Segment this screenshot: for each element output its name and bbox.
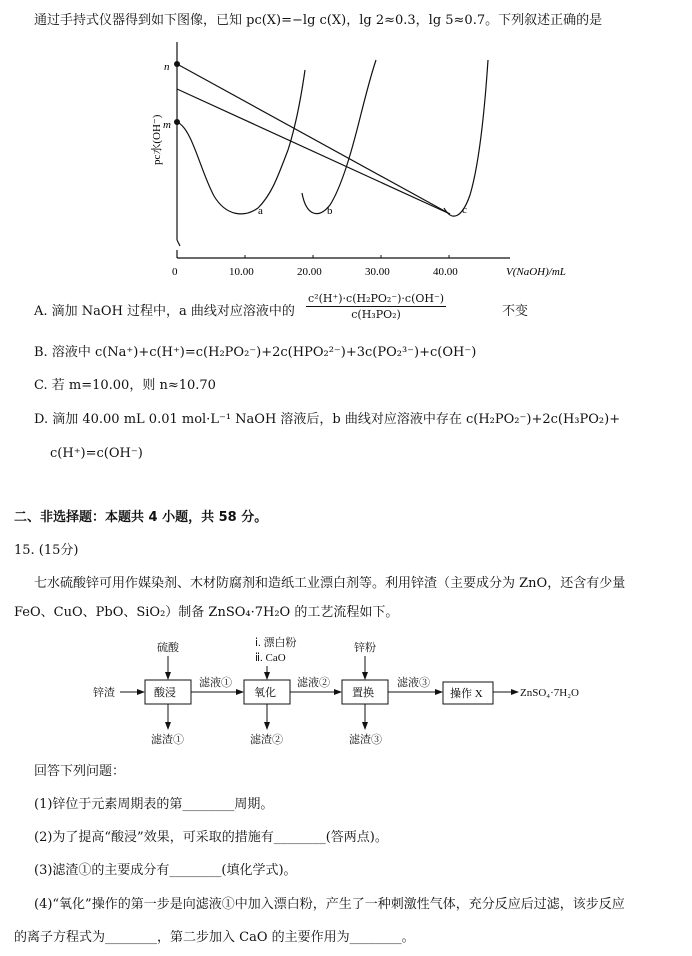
option-a-prefix: A. 滴加 NaOH 过程中，a 曲线对应溶液中的 bbox=[34, 304, 295, 319]
x-tick-40: 40.00 bbox=[433, 266, 458, 278]
flow-filtrate3: 滤液③ bbox=[397, 677, 430, 689]
flow-residue1: 滤渣① bbox=[151, 734, 184, 746]
x-tick-20: 20.00 bbox=[297, 266, 322, 278]
x-axis-label: V(NaOH)/mL bbox=[506, 266, 566, 278]
process-flow-diagram bbox=[0, 630, 692, 750]
option-c: C. 若 m=10.00，则 n≈10.70 bbox=[34, 378, 216, 393]
question-15-para1: 七水硫酸锌可用作媒染剂、木材防腐剂和造纸工业漂白剂等。利用锌渣（主要成分为 ZnO，还含有少量 bbox=[34, 576, 626, 591]
sub-question-4-line1: (4)“氧化”操作的第一步是向滤液①中加入漂白粉，产生了一种刺激性气体，充分反应后过滤，该步反应 bbox=[34, 897, 625, 912]
sub-question-4-line2: 的离子方程式为________，第二步加入 CaO 的主要作用为________。 bbox=[14, 930, 415, 945]
curve-label-b: b bbox=[327, 205, 333, 217]
box-oxidation-label: 氧化 bbox=[254, 687, 276, 699]
flow-residue3: 滤渣③ bbox=[349, 734, 382, 746]
flow-reagent3: 锌粉 bbox=[354, 642, 376, 654]
curve-label-c: c bbox=[462, 204, 467, 216]
option-a-suffix: 不变 bbox=[502, 304, 529, 319]
flow-residue2: 滤渣② bbox=[250, 734, 283, 746]
question-stem: 通过手持式仪器得到如下图像，已知 pc(X)=−lg c(X)，lg 2≈0.3，lg 5≈0.7。下列叙述正确的是 bbox=[34, 13, 603, 28]
question-15-para2: FeO、CuO、PbO、SiO₂）制备 ZnSO₄·7H₂O 的工艺流程如下。 bbox=[14, 605, 399, 620]
box-operation-x-label: 操作 X bbox=[450, 688, 483, 700]
option-a-fraction bbox=[306, 292, 446, 321]
fraction-denominator: c(H₃PO₂) bbox=[351, 308, 401, 321]
flow-filtrate2: 滤液② bbox=[297, 677, 330, 689]
flow-reagent2b: ⅱ. CaO bbox=[255, 652, 286, 664]
line-from-m bbox=[177, 89, 450, 214]
origin-label: 0 bbox=[172, 266, 178, 278]
x-tick-10: 10.00 bbox=[229, 266, 254, 278]
question-15-header: 15. (15分) bbox=[14, 543, 79, 558]
sub-question-1: (1)锌位于元素周期表的第________周期。 bbox=[34, 797, 274, 812]
fraction-numerator: c²(H⁺)·c(H₂PO₂⁻)·c(OH⁻) bbox=[308, 292, 445, 305]
marker-n: n bbox=[164, 61, 170, 73]
curve-b bbox=[302, 60, 376, 214]
flow-filtrate1: 滤液① bbox=[199, 677, 232, 689]
curve-c bbox=[444, 60, 488, 216]
y-axis-label: pc水(OH⁻) bbox=[151, 114, 163, 165]
sub-question-3: (3)滤渣①的主要成分有________(填化学式)。 bbox=[34, 863, 297, 878]
x-tick-30: 30.00 bbox=[365, 266, 390, 278]
box-acid-leach-label: 酸浸 bbox=[154, 687, 176, 699]
flow-product: ZnSO₄·7H₂O bbox=[520, 687, 580, 699]
section-title: 二、非选择题：本题共 4 小题，共 58 分。 bbox=[14, 510, 268, 525]
flow-reagent2a: ⅰ. 漂白粉 bbox=[255, 637, 297, 649]
line-from-n bbox=[177, 64, 450, 214]
curve-a bbox=[177, 70, 305, 214]
y-axis-break bbox=[177, 240, 180, 246]
box-displacement-label: 置换 bbox=[352, 687, 374, 699]
titration-chart bbox=[0, 38, 692, 328]
flow-start: 锌渣 bbox=[93, 687, 115, 699]
option-d-line1: D. 滴加 40.00 mL 0.01 mol·L⁻¹ NaOH 溶液后，b 曲线对应溶液中存在 c(H₂PO₂⁻)+2c(H₃PO₂)+ bbox=[34, 412, 621, 427]
marker-m: m bbox=[163, 119, 171, 131]
option-d-line2: c(H⁺)=c(OH⁻) bbox=[50, 446, 143, 461]
answer-intro: 回答下列问题： bbox=[34, 764, 126, 779]
sub-question-2: (2)为了提高“酸浸”效果，可采取的措施有________(答两点)。 bbox=[34, 830, 388, 845]
curve-label-a: a bbox=[258, 205, 263, 217]
option-b: B. 溶液中 c(Na⁺)+c(H⁺)=c(H₂PO₂⁻)+2c(HPO₂²⁻)+3c(PO₂³⁻)+c(OH⁻) bbox=[34, 345, 477, 360]
flow-reagent1: 硫酸 bbox=[157, 642, 179, 654]
